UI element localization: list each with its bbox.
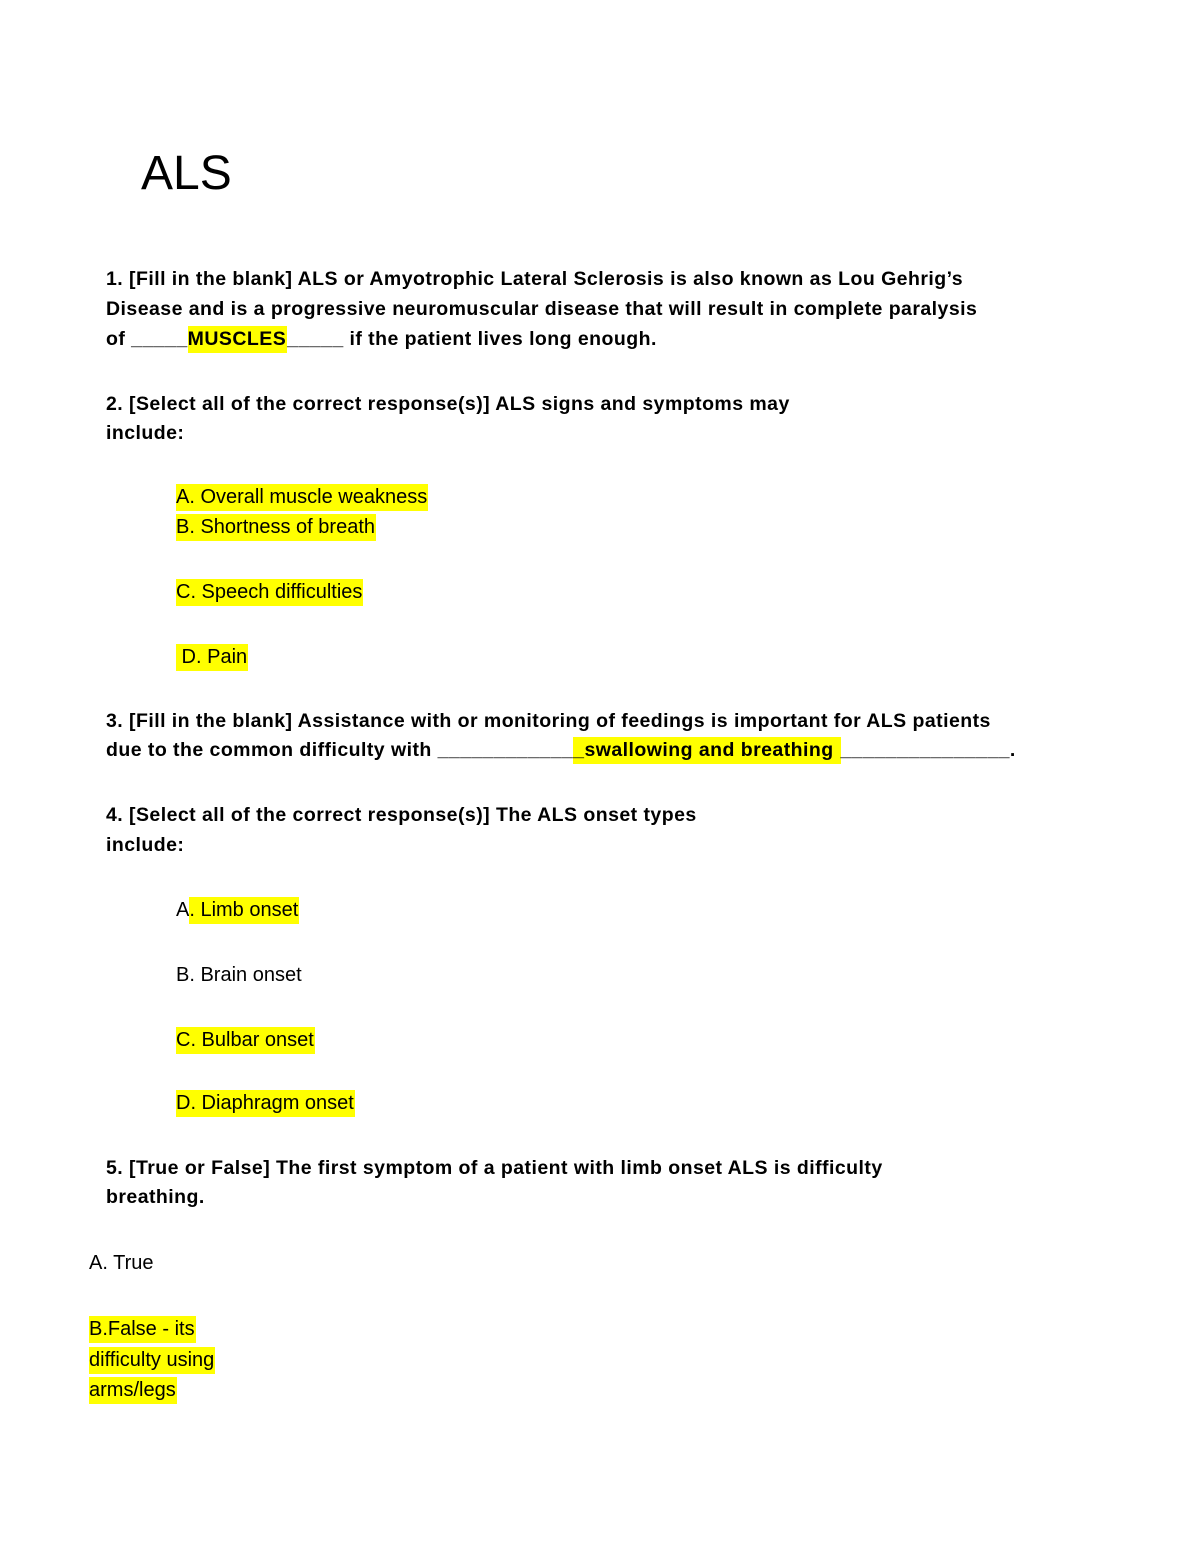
q2-option-b	[176, 517, 376, 537]
q2-option-a	[176, 487, 428, 507]
q5-option-b-text-3: arms/legs	[89, 1377, 177, 1404]
q4-option-a	[176, 900, 299, 920]
q5-line-2: breathing.	[106, 1186, 205, 1208]
q4-option-d	[176, 1093, 355, 1113]
q4-option-a-prefix: A	[176, 899, 190, 921]
q2-option-d	[176, 647, 248, 667]
q2-line-1: 2. [Select all of the correct response(s)] ALS signs and symptoms may	[106, 393, 790, 415]
q3-line-1: 3. [Fill in the blank] Assistance with or monitoring of feedings is important for ALS patients	[106, 710, 991, 732]
q4-option-c	[176, 1030, 315, 1050]
q1-line-3-post: _____ if the patient lives long enough.	[287, 328, 657, 350]
q2-option-d-text: D. Pain	[176, 644, 248, 671]
q5-line-1: 5. [True or False] The first symptom of a patient with limb onset ALS is difficulty	[106, 1157, 883, 1179]
q3-line-2-pre: due to the common difficulty with ____________	[106, 739, 574, 761]
q2-option-c	[176, 582, 363, 602]
q1-line-3-pre: of _____	[106, 328, 188, 350]
q5-option-a: A. True	[89, 1252, 154, 1274]
q2-line-2: include:	[106, 422, 185, 444]
q2-option-a-text: A. Overall muscle weakness	[176, 484, 428, 511]
q5-option-b-line-2	[89, 1350, 215, 1370]
q3-line-2-post: _______________.	[840, 739, 1016, 761]
q3-answer-highlight: _swallowing and breathing	[573, 737, 840, 764]
q4-option-b: B. Brain onset	[176, 964, 302, 986]
q5-option-b-line-3	[89, 1380, 177, 1400]
document-title: ALS	[141, 147, 232, 200]
q5-option-b-text-2: difficulty using	[89, 1347, 215, 1374]
q1-line-3	[106, 330, 657, 350]
q4-option-a-text: . Limb onset	[189, 897, 299, 924]
q2-option-b-text: B. Shortness of breath	[176, 514, 376, 541]
q4-line-2: include:	[106, 834, 185, 856]
q4-line-1: 4. [Select all of the correct response(s)] The ALS onset types	[106, 804, 697, 826]
q2-option-c-text: C. Speech difficulties	[176, 579, 363, 606]
q5-option-b-text-1: B.False - its	[89, 1316, 196, 1343]
q4-option-d-text: D. Diaphragm onset	[176, 1090, 355, 1117]
q1-line-2: Disease and is a progressive neuromuscular disease that will result in complete paralysis	[106, 298, 978, 320]
q4-option-c-text: C. Bulbar onset	[176, 1027, 315, 1054]
q3-line-2	[106, 741, 1016, 761]
q1-line-1: 1. [Fill in the blank] ALS or Amyotrophic Lateral Sclerosis is also known as Lou Gehrig’s	[106, 268, 964, 290]
q1-answer-highlight: MUSCLES	[188, 326, 288, 353]
q5-option-b-line-1	[89, 1319, 196, 1339]
